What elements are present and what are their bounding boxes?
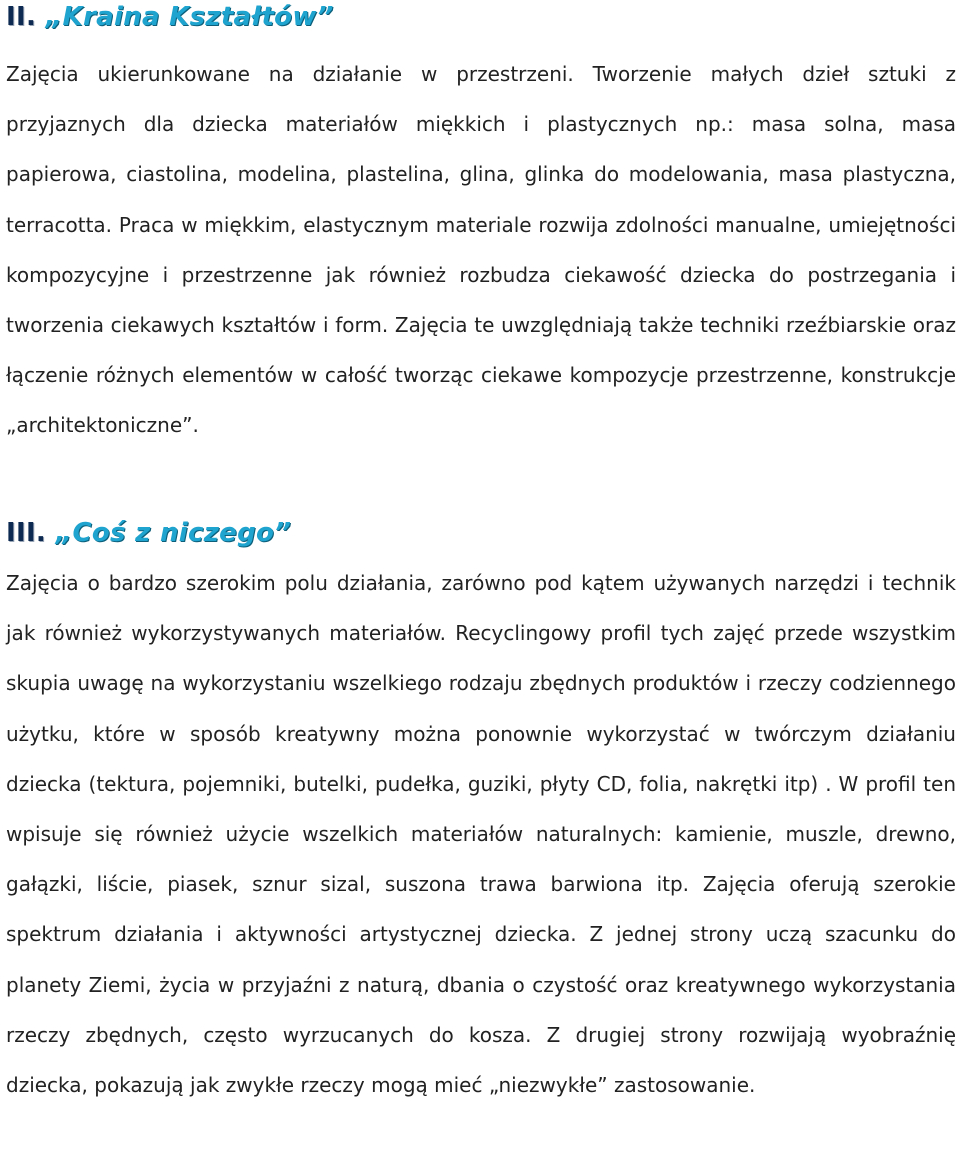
- section-kraina-ksztaltow: [6, 0, 956, 451]
- section-cos-z-niczego: [6, 512, 956, 1110]
- section-paragraph: Zajęcia o bardzo szerokim polu działania, zarówno pod kątem używanych narzędzi i technik jak również wykorzystywanych materiałów. Recyclingowy profil tych zajęć przede wszystkim skupia uwagę na wykorzystaniu wszelkiego rodzaju zbędnych produktów i rzeczy codziennego użytku, które w sposób kreatywny można ponownie wykorzystać w twórczym działaniu dziecka (tektura, pojemniki, butelki, pudełka, guziki, płyty CD, folia, nakrętki itp) . W profil ten wpisuje się również użycie wszelkich materiałów naturalnych: kamienie, muszle, drewno, gałązki, liście, piasek, sznur sizal, suszona trawa barwiona itp. Zajęcia oferują szerokie spektrum działania i aktywności artystycznej dziecka. Z jednej strony uczą szacunku do planety Ziemi, życia w przyjaźni z naturą, dbania o czystość oraz kreatywnego wykorzystania rzeczy zbędnych, często wyrzucanych do kosza. Z drugiej strony rozwijają wyobraźnię dziecka, pokazują jak zwykłe rzeczy mogą mieć „niezwykłe” zastosowanie.: [6, 571, 956, 1098]
- section-title: „Kraina Kształtów”: [45, 2, 334, 32]
- section-heading: [6, 512, 956, 558]
- section-title: „Coś z niczego”: [55, 518, 292, 548]
- document-page: [6, 0, 956, 1098]
- section-numeral: III.: [6, 518, 47, 548]
- section-paragraph: Zajęcia ukierunkowane na działanie w przestrzeni. Tworzenie małych dzieł sztuki z przyjaznych dla dziecka materiałów miękkich i plastycznych np.: masa solna, masa papierowa, ciastolina, modelina, plastelina, glina, glinka do modelowania, masa plastyczna, terracotta. Praca w miękkim, elastycznym materiale rozwija zdolności manualne, umiejętności kompozycyjne i przestrzenne jak również rozbudza ciekawość dziecka do postrzegania i tworzenia ciekawych kształtów i form. Zajęcia te uwzględniają także techniki rzeźbiarskie oraz łączenie różnych elementów w całość tworząc ciekawe kompozycje przestrzenne, konstrukcje „architektoniczne”.: [6, 62, 956, 438]
- section-numeral: II.: [6, 2, 37, 32]
- section-heading: [6, 0, 956, 42]
